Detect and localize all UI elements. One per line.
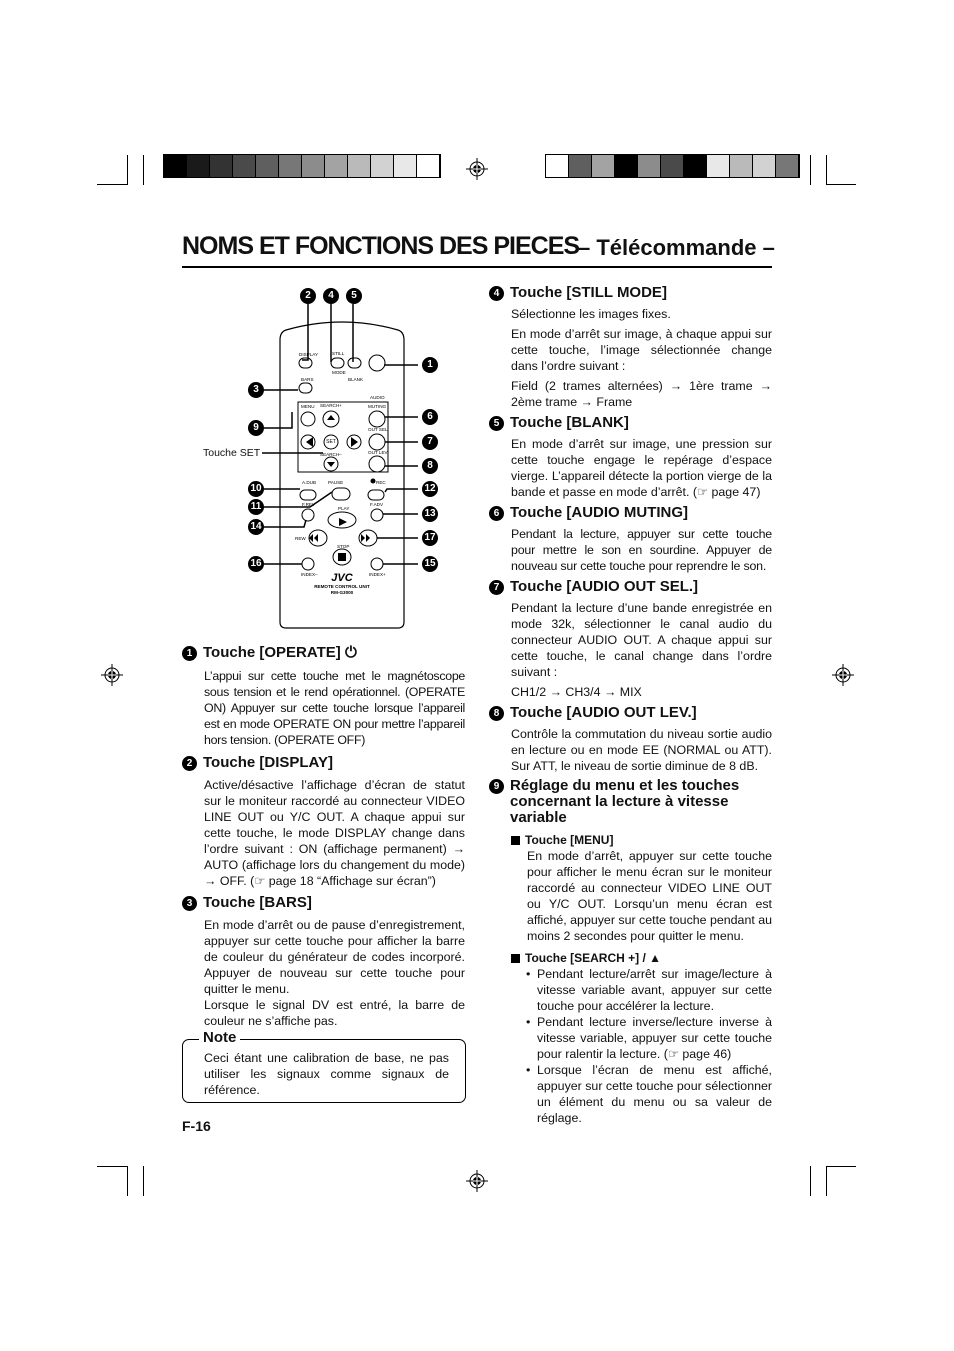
page-number: F-16 [182, 1118, 211, 1134]
section-title: Touche [AUDIO MUTING] [510, 504, 689, 521]
callout-4: 4 [323, 288, 339, 304]
note-body: Ceci étant une calibration de base, ne pas utiliser les signaux comme signaux de référence. [204, 1051, 449, 1097]
svg-text:RM-G3000: RM-G3000 [330, 590, 354, 595]
section-bars: 3 Touche [BARS] En mode d’arrêt ou de pause d’enregistrement, appuyer sur cette touche pour afficher la barre de couleur du générateur de codes incorporé. Appuyer de nouveau sur cette touche pour quitter le menu. Lorsque le signal DV est entré, la barre de couleur ne s’affiche pas. [182, 894, 465, 1029]
square-bullet-icon [511, 836, 520, 845]
subsection-search: Touche [SEARCH +] / ▲ [511, 950, 772, 966]
search-bullets [511, 966, 772, 1126]
registration-mark-left-icon [101, 664, 123, 686]
section-body: Active/désactive l’affichage d’écran de statut sur le moniteur raccordé au connecteur VIDEO LINE OUT ou Y/C OUT. A chaque appui sur cette touche, le mode DISPLAY change dans l’ordre suivant : ON (affichage permanent) → AUTO (affichage lors du changement du mode) → OFF. (☞ page 18 “Affichage sur écran”) [204, 778, 465, 888]
section-title: Touche [BLANK] [510, 414, 629, 431]
callout-3: 3 [248, 382, 264, 398]
remote-set-label: SET [326, 439, 336, 445]
section-title: Touche [OPERATE] ⏻ [203, 644, 357, 661]
section-title: Touche [STILL MODE] [510, 284, 667, 301]
section-title: Touche [DISPLAY] [203, 754, 334, 771]
svg-text:INDEX–: INDEX– [301, 572, 318, 577]
svg-text:STOP: STOP [337, 544, 350, 549]
svg-text:REW: REW [295, 536, 306, 541]
svg-text:AUDIO: AUDIO [370, 395, 385, 400]
section-still-mode: 4 Touche [STILL MODE] Sélectionne les images fixes. En mode d’arrêt sur image, à chaque appui sur cette touche, l’image sélectionnée change dans l’ordre suivant : Field (2 trames alternées) → 1ère trame → 2ème trame → Frame [489, 284, 772, 410]
section-audio-out-sel: 7 Touche [AUDIO OUT SEL.] Pendant la lecture d’une bande enregistrée en mode 32k, sélectionner le canal audio du connecteur AUDIO OUT. A chaque appui sur cette touche, le canal change dans l’ordre suivant : CH1/2 → CH3/4 → MIX [489, 578, 772, 700]
callout-15: 15 [422, 556, 438, 572]
note-title: Note [199, 1030, 240, 1046]
svg-text:DISPLAY: DISPLAY [299, 352, 319, 357]
title-rule [182, 266, 772, 268]
svg-text:A.DUB: A.DUB [302, 480, 317, 485]
section-display: 2 Touche [DISPLAY] Active/désactive l’affichage d’écran de statut sur le moniteur raccordé au connecteur VIDEO LINE OUT ou Y/C OUT. A chaque appui sur cette touche, le mode DISPLAY change dans l’ordre suivant : ON (affichage permanent) → AUTO (affichage lors du changement du mode) → OFF. (☞ page 18 “Affichage sur écran”) [182, 754, 465, 889]
section-body: Lorsque le signal DV est entré, la barre de couleur ne s’affiche pas. [204, 998, 465, 1028]
registration-mark-top-icon [466, 158, 488, 180]
svg-text:SEARCH–: SEARCH– [320, 452, 342, 457]
section-number: 1 [182, 646, 197, 661]
section-title: Touche [BARS] [203, 894, 312, 911]
section-title: Touche [AUDIO OUT SEL.] [510, 578, 699, 595]
section-audio-muting: 6 Touche [AUDIO MUTING] Pendant la lecture, appuyer sur cette touche pour mettre le son en sourdine. Appuyer de nouveau sur cette touche pour reprendre le son. [489, 504, 772, 574]
callout-6: 6 [422, 409, 438, 425]
callout-11: 11 [248, 499, 264, 515]
grayscale-bar-right [545, 154, 800, 178]
list-item: • Pendant lecture inverse/lecture inverse à vitesse variable, appuyer sur cette touche pour ralentir la lecture. (☞ page 46) [537, 1014, 772, 1062]
svg-text:REMOTE CONTROL UNIT: REMOTE CONTROL UNIT [314, 584, 370, 589]
section-menu-variable-speed: 9 Réglage du menu et les touches concernant la lecture à vitesse variable Touche [MENU] En mode d’arrêt, appuyer sur cette touche pour afficher le menu écran sur le moniteur raccordé au connecteur VIDEO LINE OUT ou Y/C OUT. Lorsqu’un menu écran est affiché, appuyer sur cette touche pendant au moins 2 secondes pour quitter le menu. Touche [SEARCH +] / ▲ • Pendant lecture/arrêt sur image/lecture à vitesse variable avant, appuyer sur cette touche pour accélérer la lecture. • Pendant lecture inverse/lecture inverse à vitesse variable, appuyer sur cette touche pour ralentir la lecture. (☞ page 46) • Lorsque l’écran de menu est affiché, appuyer sur cette touche pour sélectionner un élément du menu ou sa valeur de réglage. [489, 778, 772, 1126]
page-title: NOMS ET FONCTIONS DES PIECES [182, 232, 580, 260]
svg-text:PAUSE: PAUSE [328, 480, 344, 485]
left-column [182, 644, 465, 1033]
svg-text:F.REV: F.REV [302, 502, 316, 507]
callout-16: 16 [248, 556, 264, 572]
svg-text:F.ADV: F.ADV [370, 502, 384, 507]
svg-text:SEARCH+: SEARCH+ [320, 403, 342, 408]
touche-set-label: Touche SET [203, 447, 261, 459]
section-title: Réglage du menu et les touches concernant la lecture à vitesse variable [510, 777, 740, 826]
callout-12: 12 [422, 481, 438, 497]
callout-2: 2 [300, 288, 316, 304]
svg-text:OUT LEV.: OUT LEV. [368, 450, 389, 455]
callout-10: 10 [248, 481, 264, 497]
callout-1: 1 [422, 357, 438, 373]
list-item: • Pendant lecture/arrêt sur image/lecture à vitesse variable avant, appuyer sur cette touche pour accélérer la lecture. [537, 966, 772, 1014]
section-body: En mode d’arrêt ou de pause d’enregistrement, appuyer sur cette touche pour afficher la barre de couleur du générateur de codes incorporé. Appuyer de nouveau sur cette touche pour quitter le menu. [204, 918, 465, 996]
svg-text:BLANK: BLANK [348, 377, 364, 382]
square-bullet-icon [511, 954, 520, 963]
callout-8: 8 [422, 458, 438, 474]
svg-text:INDEX+: INDEX+ [369, 572, 386, 577]
section-operate [182, 644, 465, 748]
list-item: • Lorsque l’écran de menu est affiché, appuyer sur cette touche pour sélectionner un élément du menu ou sa valeur de réglage. [537, 1062, 772, 1126]
callout-14: 14 [248, 519, 264, 535]
subsection-menu: Touche [MENU] [511, 832, 772, 848]
page-subtitle: – Télécommande – [578, 235, 775, 260]
right-column [489, 284, 772, 1130]
callout-7: 7 [422, 434, 438, 450]
callout-5: 5 [346, 288, 362, 304]
svg-text:MUTING: MUTING [368, 404, 387, 409]
svg-text:MENU: MENU [301, 404, 315, 409]
callout-9: 9 [248, 420, 264, 436]
section-audio-out-lev: 8 Touche [AUDIO OUT LEV.] Contrôle la commutation du niveau sortie audio en lecture ou en mode EE (NORMAL ou ATT). Sur ATT, le niveau de sortie diminue de 8 dB. [489, 704, 772, 774]
svg-text:OUT SEL.: OUT SEL. [368, 427, 389, 432]
registration-mark-bottom-icon [466, 1170, 488, 1192]
jvc-logo: JVC [331, 572, 353, 584]
svg-text:REC: REC [376, 480, 386, 485]
svg-text:MODE: MODE [332, 370, 346, 375]
note-box [182, 1029, 466, 1103]
svg-text:PLAY: PLAY [338, 506, 350, 511]
grayscale-bar-left [163, 154, 441, 178]
callout-13: 13 [422, 506, 438, 522]
section-title: Touche [AUDIO OUT LEV.] [510, 704, 697, 721]
section-blank: 5 Touche [BLANK] En mode d’arrêt sur image, une pression sur cette touche engage le repérage d’espace vierge. L’appareil détecte la portion vierge de la bande et passe en mode d’arrêt. (☞ page 47) [489, 414, 772, 500]
section-body: L’appui sur cette touche met le magnétoscope sous tension et le rend opérationnel. (OPERATE ON) Appuyer sur cette touche lorsque l’appareil est en mode OPERATE ON pour mettre l’appareil hors tension. (OPERATE OFF) [204, 669, 465, 747]
registration-mark-right-icon [832, 664, 854, 686]
callout-17: 17 [422, 530, 438, 546]
svg-text:STILL: STILL [332, 351, 345, 356]
svg-text:BARS: BARS [301, 377, 314, 382]
